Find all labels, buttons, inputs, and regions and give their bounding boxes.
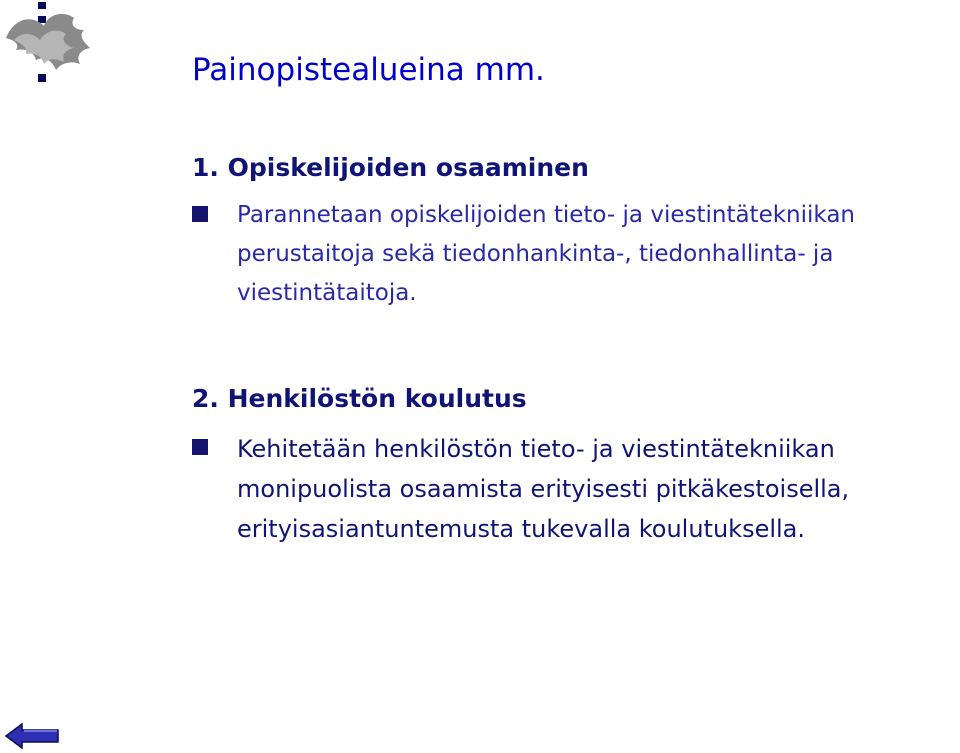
section-heading-staff: 2. Henkilöstön koulutus bbox=[192, 384, 527, 413]
bullet-line: perustaitoja sekä tiedonhankinta-, tiedonhallinta- ja bbox=[237, 241, 834, 267]
square-bullet-icon bbox=[192, 439, 208, 455]
square-bullet-icon bbox=[192, 206, 208, 222]
bullet-text bbox=[237, 196, 937, 313]
slide-title: Painopistealueina mm. bbox=[192, 52, 545, 88]
bullet-line: monipuolista osaamista erityisesti pitkäkestoisella, bbox=[237, 475, 850, 503]
flame-logo-icon bbox=[0, 0, 100, 90]
bullet-text bbox=[237, 429, 937, 549]
bullet-line: erityisasiantuntemusta tukevalla koulutuksella. bbox=[237, 515, 806, 543]
bullet-line: Parannetaan opiskelijoiden tieto- ja viestintätekniikan bbox=[237, 202, 855, 228]
bullet-line: viestintätaitoja. bbox=[237, 280, 417, 306]
back-arrow-icon[interactable] bbox=[4, 722, 60, 750]
bullet-line: Kehitetään henkilöstön tieto- ja viestintätekniikan bbox=[237, 435, 835, 463]
section-heading-students: 1. Opiskelijoiden osaaminen bbox=[192, 153, 589, 182]
